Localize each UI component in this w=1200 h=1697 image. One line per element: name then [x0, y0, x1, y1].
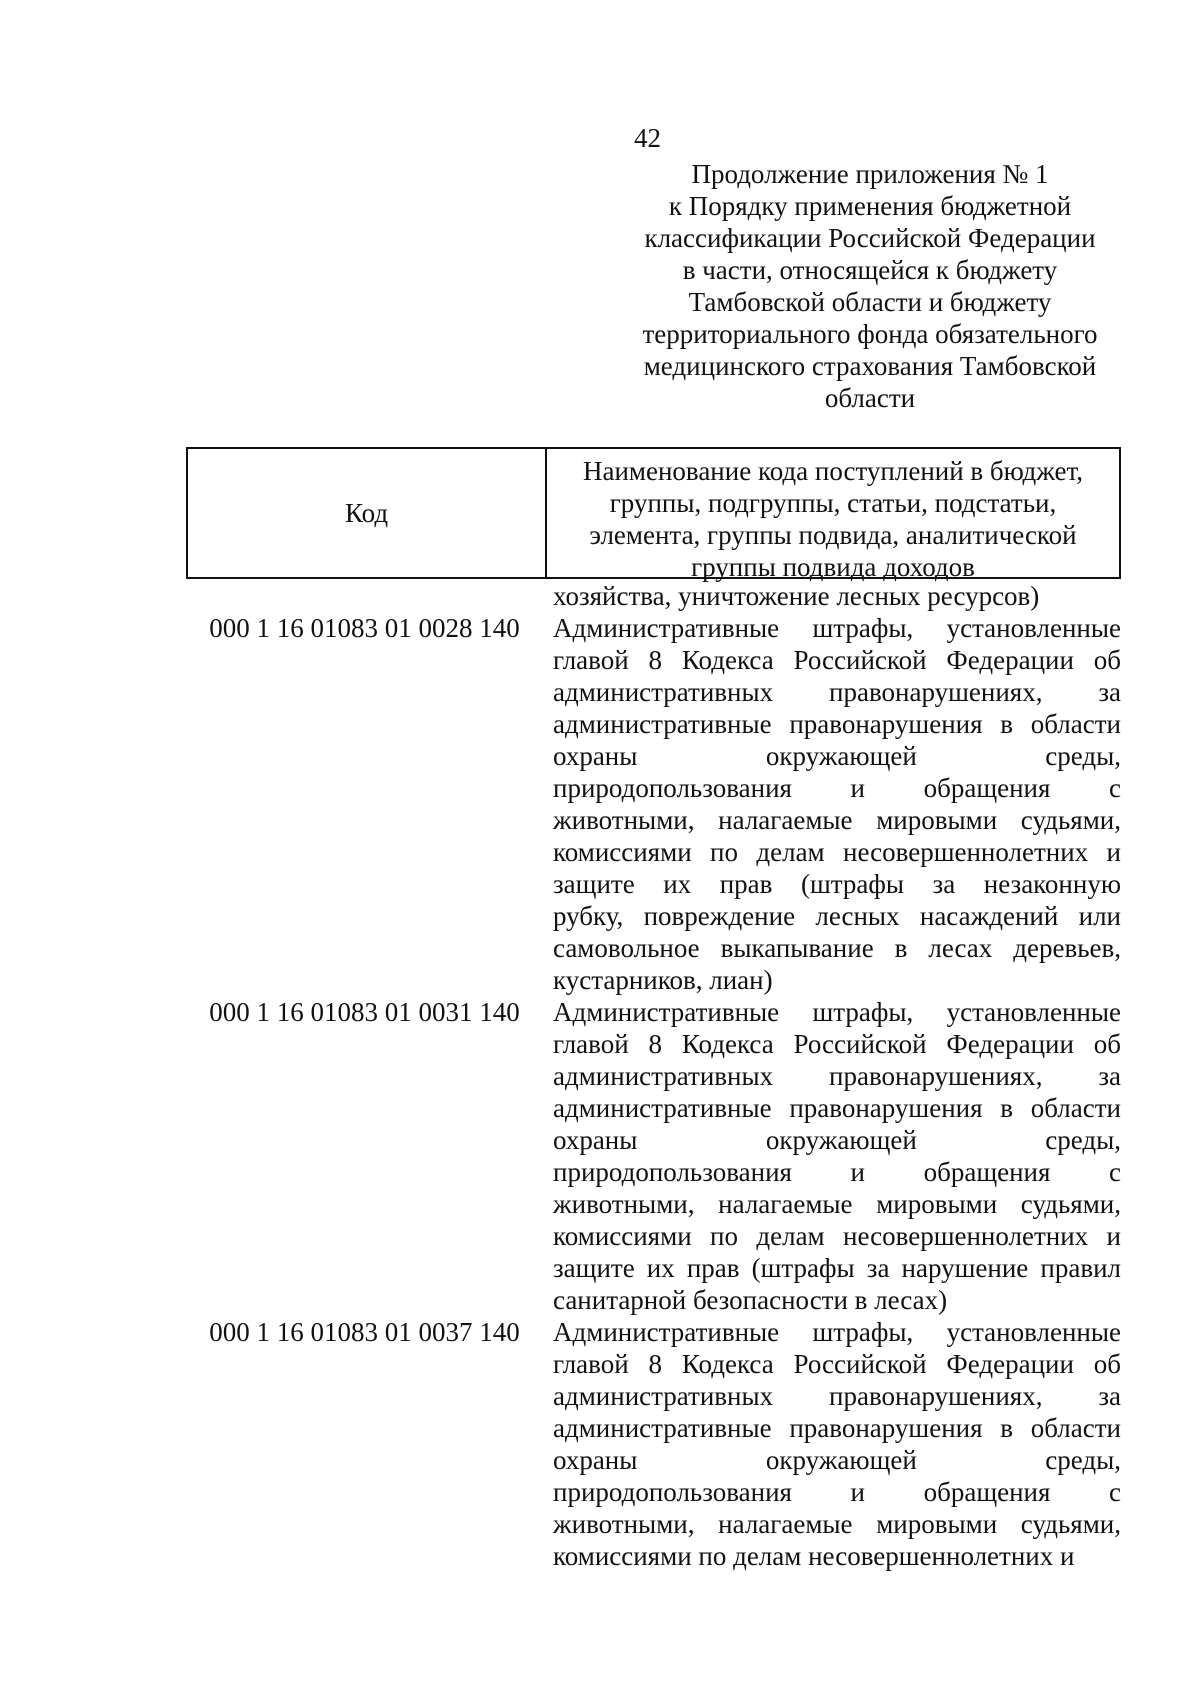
- row-description: [543, 580, 1121, 612]
- row-description-line: комиссиями по делам несовершеннолетних и: [553, 1541, 1075, 1571]
- row-description-line: самовольное выкапывание в лесах деревьев,: [553, 933, 1121, 963]
- row-description-line: животными, налагаемые мировыми судьями,: [553, 1509, 1121, 1539]
- row-description: [543, 1316, 1121, 1572]
- column-header-name: [547, 449, 1119, 582]
- table-row: [186, 612, 1121, 996]
- row-description: [543, 996, 1121, 1316]
- row-description-line: природопользования и обращения с: [553, 1477, 1121, 1507]
- row-description-line: административные правонарушения в области: [553, 709, 1121, 739]
- table-row: [186, 580, 1121, 612]
- appendix-header-line: медицинского страхования Тамбовской: [643, 351, 1097, 381]
- row-code: 000 1 16 01083 01 0028 140: [209, 613, 520, 643]
- appendix-header-line: к Порядку применения бюджетной: [668, 191, 1072, 221]
- row-description-line: защите их прав (штрафы за незаконную: [553, 869, 1121, 899]
- table-row: [186, 1316, 1121, 1572]
- column-header-name-line: Наименование кода поступлений в бюджет,: [582, 456, 1084, 486]
- row-description-line: главой 8 Кодекса Российской Федерации об: [553, 645, 1121, 675]
- appendix-header-line: классификации Российской Федерации: [644, 223, 1096, 253]
- row-description-line: хозяйства, уничтожение лесных ресурсов): [553, 581, 1040, 611]
- appendix-header-line: Продолжение приложения № 1: [691, 159, 1049, 189]
- row-description-line: комиссиями по делам несовершеннолетних и: [553, 837, 1121, 867]
- column-header-name-line: группы подвида доходов: [691, 552, 975, 582]
- row-description-line: животными, налагаемые мировыми судьями,: [553, 1189, 1121, 1219]
- appendix-header: [620, 158, 1120, 414]
- row-description-line: административных правонарушениях, за: [553, 1381, 1121, 1411]
- appendix-header-line: в части, относящейся к бюджету: [682, 255, 1058, 285]
- row-code: 000 1 16 01083 01 0031 140: [209, 997, 520, 1027]
- row-description-line: главой 8 Кодекса Российской Федерации об: [553, 1029, 1121, 1059]
- row-description-line: административных правонарушениях, за: [553, 1061, 1121, 1091]
- row-description-line: рубку, повреждение лесных насаждений или: [553, 901, 1121, 931]
- row-description-line: животными, налагаемые мировыми судьями,: [553, 805, 1121, 835]
- row-description: [543, 612, 1121, 996]
- row-description-line: административные правонарушения в области: [553, 1413, 1121, 1443]
- row-description-line: охраны окружающей среды,: [553, 1445, 1121, 1475]
- row-description-line: защите их прав (штрафы за нарушение правил: [553, 1253, 1121, 1283]
- row-description-line: административных правонарушениях, за: [553, 677, 1121, 707]
- row-description-line: охраны окружающей среды,: [553, 741, 1121, 771]
- row-description-line: кустарников, лиан): [553, 965, 773, 995]
- row-description-line: Административные штрафы, установленные: [553, 997, 1121, 1027]
- column-header-name-line: группы, подгруппы, статьи, подстатьи,: [609, 488, 1057, 518]
- row-description-line: административные правонарушения в области: [553, 1093, 1121, 1123]
- page-number: 42: [634, 123, 661, 153]
- row-description-line: охраны окружающей среды,: [553, 1125, 1121, 1155]
- appendix-header-line: области: [824, 383, 916, 413]
- table-body: [186, 580, 1121, 1572]
- row-description-line: главой 8 Кодекса Российской Федерации об: [553, 1349, 1121, 1379]
- row-description-line: Административные штрафы, установленные: [553, 1317, 1121, 1347]
- row-description-line: комиссиями по делам несовершеннолетних и: [553, 1221, 1121, 1251]
- appendix-header-line: территориального фонда обязательного: [642, 319, 1098, 349]
- row-description-line: санитарной безопасности в лесах): [553, 1285, 948, 1315]
- appendix-header-line: Тамбовской области и бюджету: [688, 287, 1052, 317]
- table-row: [186, 996, 1121, 1316]
- column-header-name-line: элемента, группы подвида, аналитической: [589, 520, 1077, 550]
- row-code: 000 1 16 01083 01 0037 140: [209, 1317, 520, 1347]
- column-header-code: Код: [188, 449, 547, 577]
- row-code: [186, 580, 543, 612]
- table-header: [186, 447, 1121, 582]
- row-description-line: Административные штрафы, установленные: [553, 613, 1121, 643]
- row-description-line: природопользования и обращения с: [553, 773, 1121, 803]
- row-description-line: природопользования и обращения с: [553, 1157, 1121, 1187]
